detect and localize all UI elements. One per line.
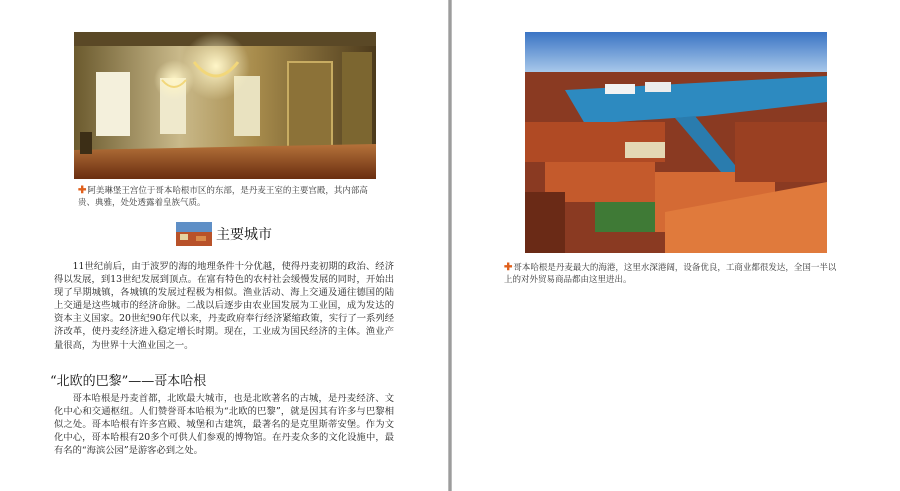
palace-ballroom-photo — [74, 32, 376, 179]
caption-cross-icon: ✚ — [504, 262, 513, 273]
section-heading — [176, 222, 272, 246]
caption-cross-icon: ✚ — [78, 185, 87, 196]
palace-photo-caption — [78, 185, 378, 209]
copenhagen-heading: “北欧的巴黎”——哥本哈根 — [50, 374, 207, 389]
copenhagen-harbor-photo — [525, 32, 827, 253]
section-heading-text: 主要城市 — [216, 227, 272, 243]
left-page — [0, 0, 448, 491]
main-cities-paragraph: 11世纪前后，由于波罗的海的地理条件十分优越，使得丹麦初期的政治、经济得以发展，到13世纪发展到顶点。在富有特色的农村社会缓慢发展的同时，开始出现了早期城镇，各城镇的发展过程极为相似。渔业活动、海上交通及通往德国的陆上交通是这些城市的经济命脉。二战以后逐步由农业国发展为工业国，成为发达的资本主义国家。20世纪90年代以来，丹麦政府奉行经济紧缩政策，实行了一系列经济改革，使丹麦经济进入稳定增长时期。现在，工业成为国民经济的主体。渔业产量很高，为世界十大渔业国之一。 — [54, 261, 394, 351]
copenhagen-paragraph: 哥本哈根是丹麦首都，北欧最大城市，也是北欧著名的古城，是丹麦经济、文化中心和交通枢纽。人们赞誉哥本哈根为“北欧的巴黎”，就是因其有许多与巴黎相似之处。哥本哈根有许多宫殿、城堡和古建筑，最著名的是克里斯蒂安堡。作为文化中心，哥本哈根有20多个可供人们参观的博物馆。在丹麦众多的文化设施中，最有名的“海滨公园”是游客必到之处。 — [54, 393, 394, 457]
caption-text: 阿美琳堡王宫位于哥本哈根市区的东部，是丹麦王室的主要宫殿，其内部高贵、典雅，处处透露着皇族气质。 — [78, 186, 368, 208]
city-thumbnail-icon — [176, 222, 212, 246]
caption-text: 哥本哈根是丹麦最大的海港，这里水深港阔，设备优良，工商业都很发达，全国一半以上的对外贸易商品都由这里进出。 — [504, 263, 837, 285]
harbor-photo-caption — [504, 262, 844, 286]
right-page — [452, 0, 900, 491]
